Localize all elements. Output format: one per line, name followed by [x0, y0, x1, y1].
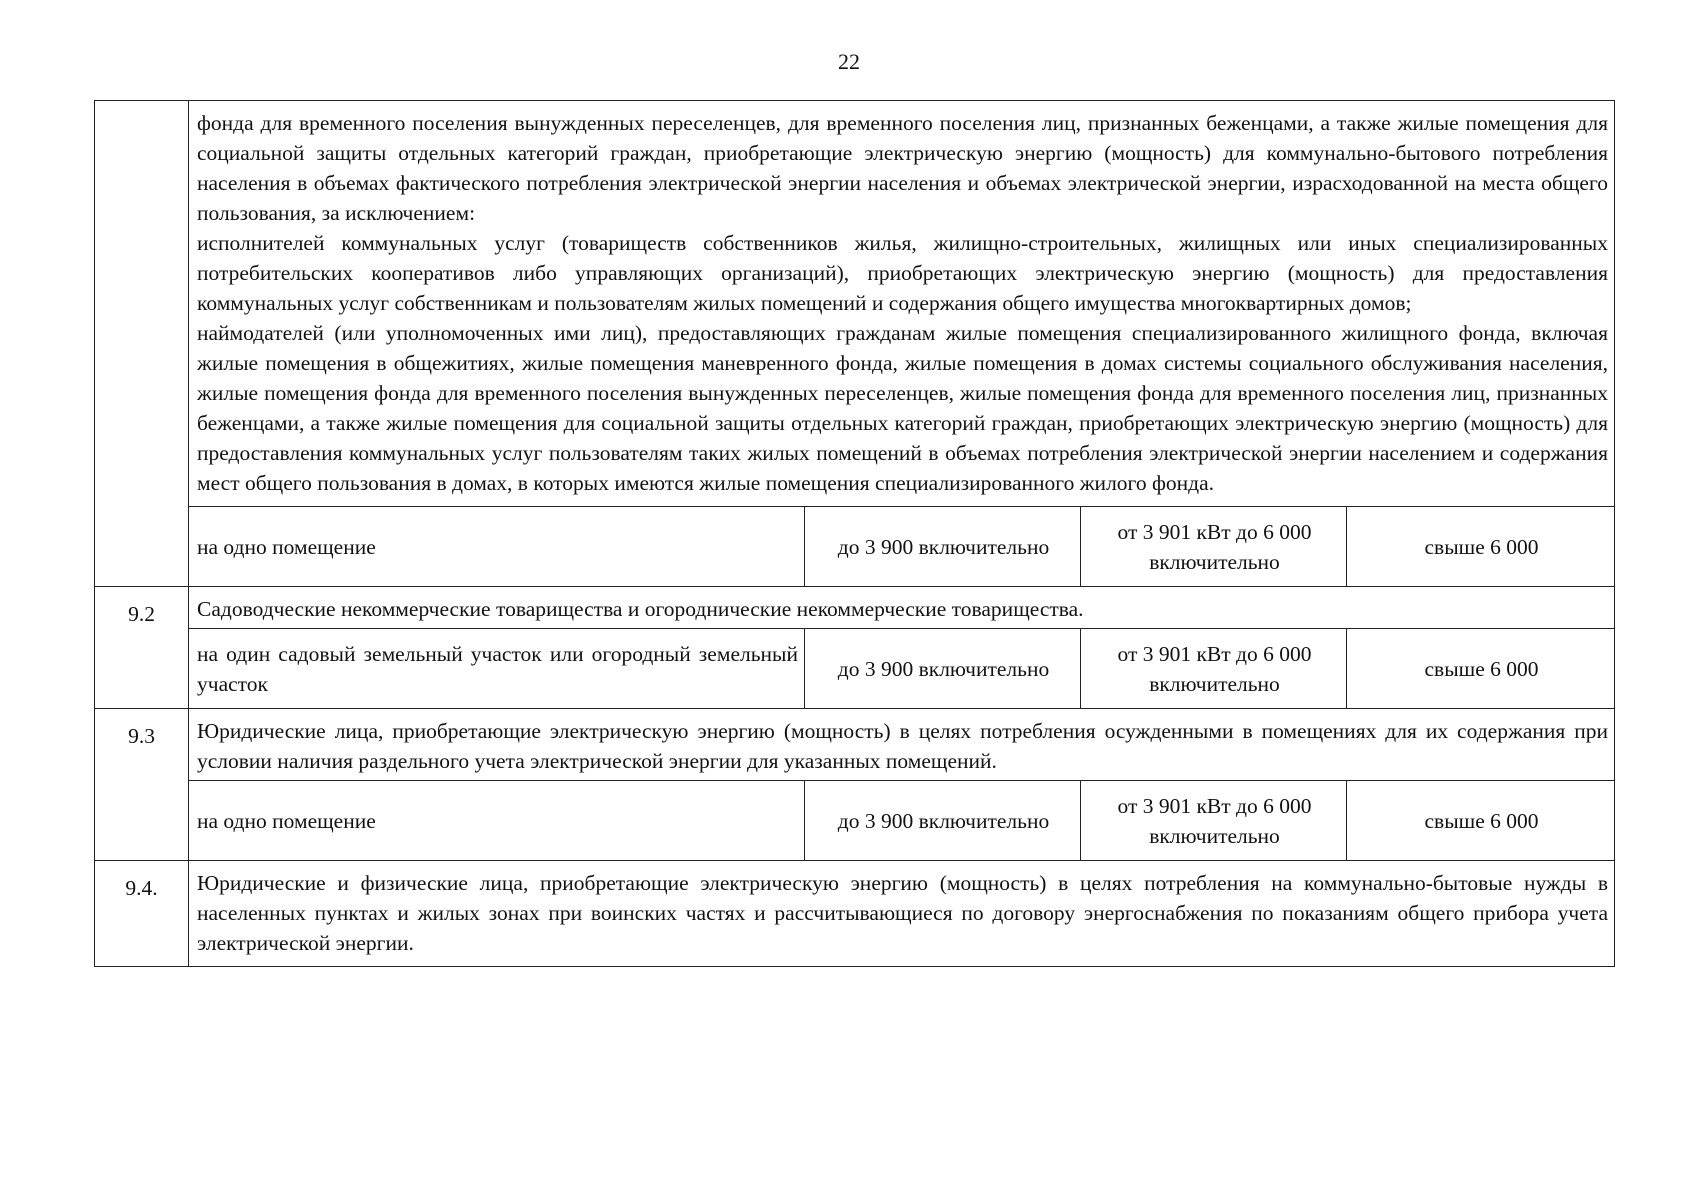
row-number-cell	[95, 101, 189, 587]
range-mid: от 3 901 кВт до 6 000 включительно	[1081, 781, 1347, 861]
tariff-table	[94, 100, 1615, 967]
category-description-cell	[189, 101, 1615, 507]
table-row-unit	[95, 507, 1615, 587]
description-paragraph: фонда для временного поселения вынужденных переселенцев, для временного поселения лиц, признанных беженцами, а также жилые помещения для социальной защиты отдельных категорий граждан, приобретающие электрическую энергию (мощность) для коммунально-бытового потребления населения в объемах фактического потребления электрической энергии населения и объемах электрической энергии, израсходованной на места общего пользования, за исключением:	[197, 111, 1608, 225]
table-row-unit	[95, 629, 1615, 709]
range-mid: от 3 901 кВт до 6 000 включительно	[1081, 629, 1347, 709]
description-paragraph: исполнителей коммунальных услуг (товариществ собственников жилья, жилищно-строительных, жилищных или иных специализированных потребительских кооперативов либо управляющих организаций), приобретающих электрическую энергию (мощность) для предоставления коммунальных услуг собственникам и пользователям жилых помещений и содержания общего имущества многоквартирных домов;	[197, 231, 1608, 315]
range-low: до 3 900 включительно	[805, 629, 1081, 709]
range-low: до 3 900 включительно	[805, 781, 1081, 861]
range-mid: от 3 901 кВт до 6 000 включительно	[1081, 507, 1347, 587]
category-description: Юридические и физические лица, приобретающие электрическую энергию (мощность) в целях потребления на коммунально-бытовые нужды в населенных пунктах и жилых зонах при воинских частях и рассчитывающиеся по договору энергоснабжения по показаниям общего прибора учета электрической энергии.	[189, 861, 1615, 967]
unit-label: на одно помещение	[189, 507, 805, 587]
category-description: Юридические лица, приобретающие электрическую энергию (мощность) в целях потребления осужденными в помещениях для их содержания при условии наличия раздельного учета электрической энергии для указанных помещений.	[189, 709, 1615, 781]
category-description: Садоводческие некоммерческие товарищества и огороднические некоммерческие товарищества.	[189, 587, 1615, 629]
row-number: 9.4.	[95, 861, 189, 967]
table-row-unit	[95, 781, 1615, 861]
range-high: свыше 6 000	[1347, 629, 1615, 709]
description-paragraph: наймодателей (или уполномоченных ими лиц), предоставляющих гражданам жилые помещения специализированного жилищного фонда, включая жилые помещения в общежитиях, жилые помещения маневренного фонда, жилые помещения в домах системы социального обслуживания населения, жилые помещения фонда для временного поселения вынужденных переселенцев, жилые помещения фонда для временного поселения лиц, признанных беженцами, а также жилые помещения для социальной защиты отдельных категорий граждан, приобретающих электрическую энергию (мощность) для предоставления коммунальных услуг пользователям таких жилых помещений в объемах потребления электрической энергии населением и содержания мест общего пользования в домах, в которых имеются жилые помещения специализированного жилого фонда.	[197, 321, 1608, 495]
row-number: 9.3	[95, 709, 189, 861]
table-row-continuation	[95, 101, 1615, 507]
table-row-9-2	[95, 587, 1615, 629]
table-row-9-3	[95, 709, 1615, 781]
table-row-9-4	[95, 861, 1615, 967]
range-high: свыше 6 000	[1347, 507, 1615, 587]
unit-label: на одно помещение	[189, 781, 805, 861]
page-number: 22	[838, 49, 860, 74]
row-number: 9.2	[95, 587, 189, 709]
range-high: свыше 6 000	[1347, 781, 1615, 861]
unit-label: на один садовый земельный участок или огородный земельный участок	[189, 629, 805, 709]
range-low: до 3 900 включительно	[805, 507, 1081, 587]
